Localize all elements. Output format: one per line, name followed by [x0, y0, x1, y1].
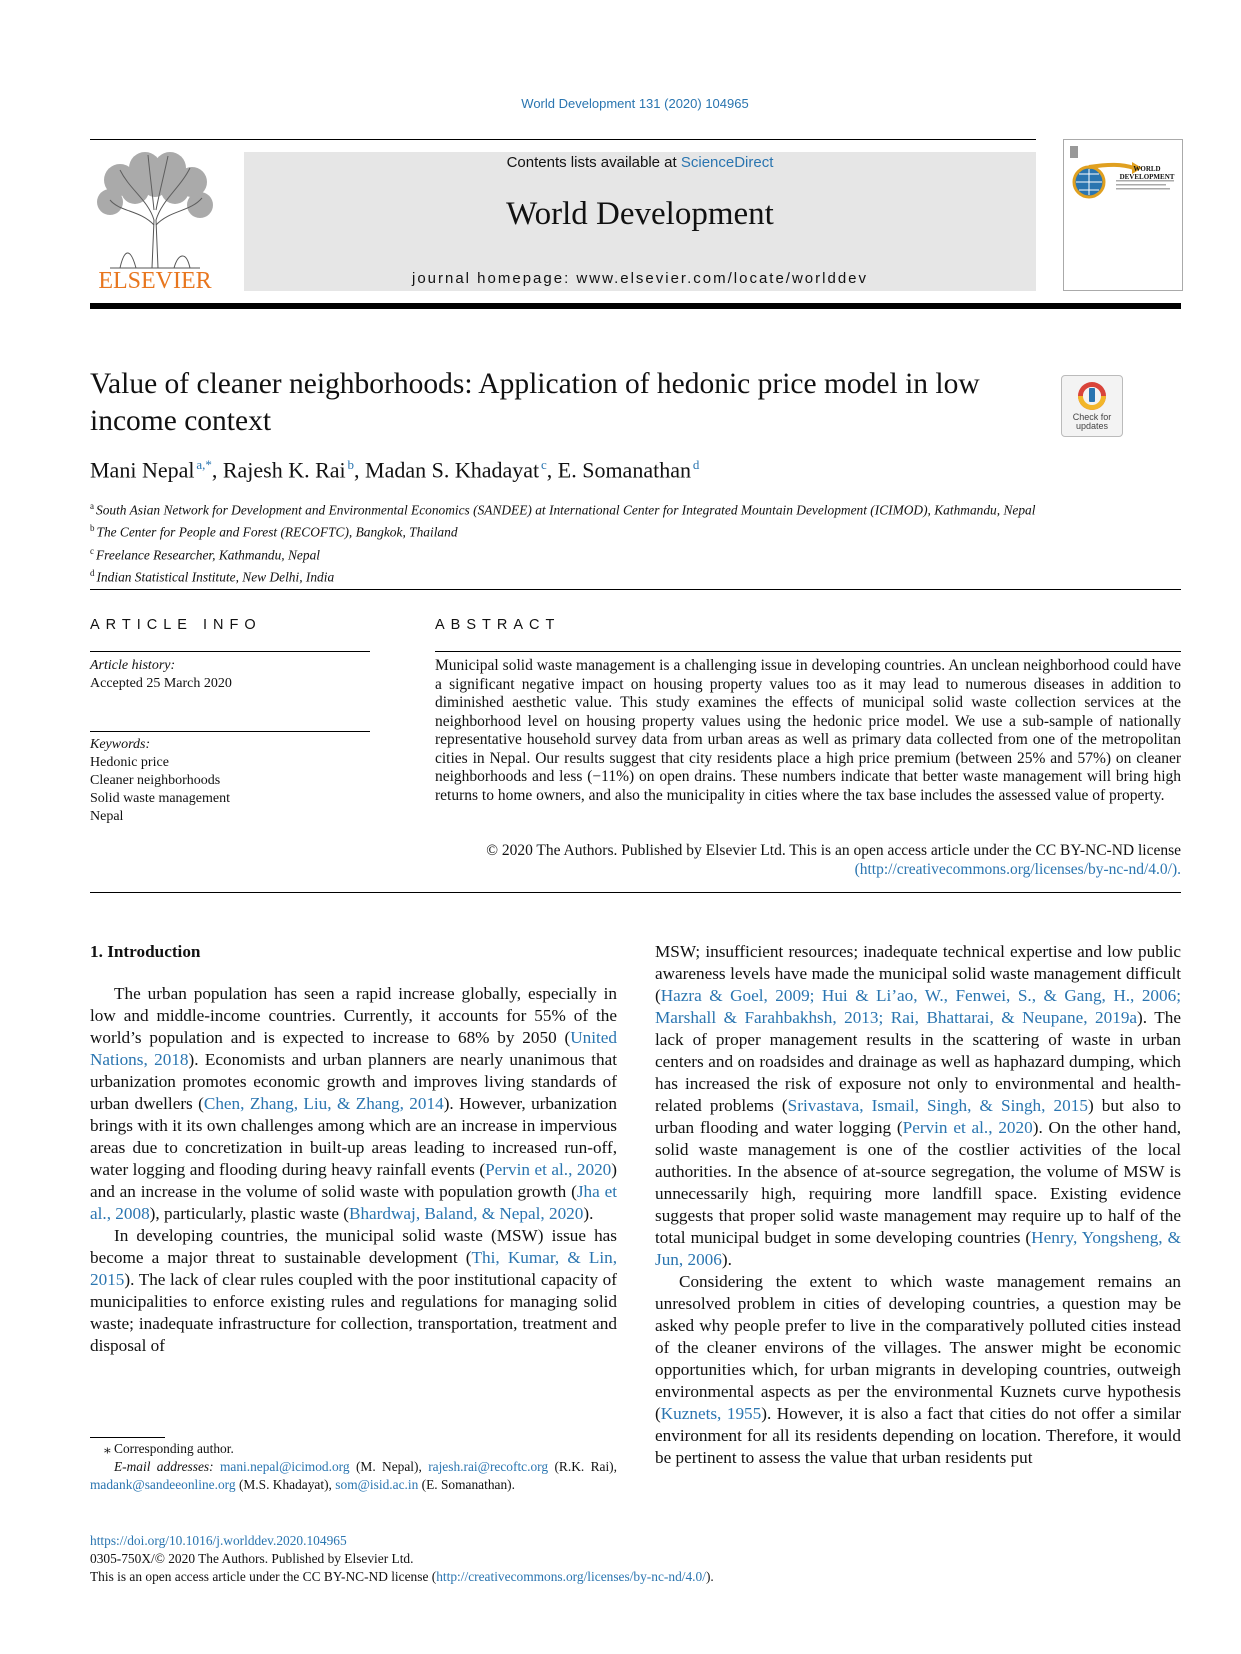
affiliation-item: $^c$ Freelance Researcher, Kathmandu, Nepal	[90, 545, 320, 563]
affiliation-item: $^d$ Indian Statistical Institute, New Delhi, India	[90, 568, 335, 585]
keyword-item: Solid waste management	[90, 791, 230, 806]
email-owner: (M. Nepal),	[355, 1459, 422, 1474]
paragraph-text: Considering the extent to which waste management remains an unresolved problem in cities of developing countries, a question may be asked why people prefer to live in the comparatively polluted cities instead of the cleaner environs of the villages. The answer might be economic opportunities which, for urban migrants in developing countries, outweigh environmental aspects as per the environmental Kuznets curve hypothesis (	[655, 1272, 1181, 1423]
footnote-rule	[90, 1437, 165, 1438]
citation-link[interactable]: Thi, Kumar, & Lin, 2015	[90, 1248, 617, 1289]
keyword-item: Cleaner neighborhoods	[90, 773, 221, 788]
history-value: Accepted 25 March 2020	[90, 676, 232, 691]
paragraph-text: ). On the other hand, solid waste management is one of the costlier activities of the local authorities. In the absence of at-source segregation, the volume of MSW is unnecessarily high, requiring more landfill space. Existing evidence suggests that proper solid waste management may require up to half of the total municipal budget in some developing countries (	[655, 1118, 1181, 1247]
affiliation-item: $^b$ The Center for People and Forest (RECOFTC), Bangkok, Thailand	[90, 523, 458, 540]
journal-reference-link[interactable]: World Development 131 (2020) 104965	[521, 96, 749, 111]
issn-line: 0305-750X/© 2020 The Authors. Published by Elsevier Ltd.	[90, 1551, 414, 1566]
abstract-text: Municipal solid waste management is a challenging issue in developing countries. An unclean neighborhood could have a significant negative impact on housing property values too as it may lead to numerous diseases in addition to diminished aesthetic value. This study examines the effects of municipal solid waste collection services at the neighborhood level on housing property values using the hedonic price model. We use a sub-sample of nationally representative household survey data from urban areas as well as primary data collected from one of the metropolitan cities in Nepal. Our results suggest that city residents place a high price premium (between 25% and 57%) on cleaner neighborhoods and less (−11%) on open drains. These numbers indicate that better waste management will bring high returns to home owners, and also the municipality in cities where the tax base includes the assessed value of property.	[435, 657, 1181, 804]
paragraph	[90, 983, 617, 1225]
check-for-updates-badge[interactable]	[1061, 375, 1123, 437]
article-info-rule	[90, 651, 370, 652]
citation-link[interactable]: Chen, Zhang, Liu, & Zhang, 2014	[203, 1094, 444, 1113]
paragraph-text: ). The lack of proper management results in the scattering of waste in urban centers and on roadsides and drainage as well as haphazard dumping, which has increased the risk of exposure not only to environmental and health-related problems (	[655, 1008, 1181, 1115]
email-owner: (M.S. Khadayat),	[238, 1477, 332, 1492]
abstract-bottom-rule	[90, 892, 1181, 893]
journal-homepage[interactable]: journal homepage: www.elsevier.com/locate/worlddev	[411, 270, 868, 287]
footer-license-link[interactable]: http://creativecommons.org/licenses/by-nc-nd/4.0/	[436, 1569, 706, 1584]
citation-link[interactable]: Kuznets, 1955	[660, 1404, 762, 1423]
paragraph	[655, 941, 1181, 1271]
citation-link[interactable]: Pervin et al., 2020	[485, 1160, 612, 1179]
title-block-rule	[90, 589, 1181, 590]
email-owner: (R.K. Rai),	[554, 1459, 617, 1474]
article-info-heading: ARTICLE INFO	[90, 617, 262, 633]
citation-link[interactable]: United Nations, 2018	[90, 1028, 617, 1069]
citation-link[interactable]: Pervin et al., 2020	[902, 1118, 1033, 1137]
author-name: Rajesh K. Rai	[222, 457, 346, 483]
paragraph-text: ). Economists and urban planners are nearly unanimous that urbanization promotes economic growth and improves living standards of urban dwellers (	[90, 1050, 618, 1113]
sciencedirect-link[interactable]: ScienceDirect	[680, 154, 774, 171]
body-column-left	[90, 941, 617, 1357]
keyword-item: Hedonic price	[90, 755, 169, 770]
email-link[interactable]: madank@sandeeonline.org	[90, 1477, 236, 1492]
keyword-item: Nepal	[90, 809, 124, 824]
paragraph	[655, 1271, 1181, 1469]
elsevier-wordmark: ELSEVIER	[98, 268, 212, 294]
citation-link[interactable]: Hazra & Goel, 2009; Hui & Li’ao, W., Fenwei, S., & Gang, H., 2006; Marshall & Farahbakhsh, 2013; Rai, Bhattarai, & Neupane, 2019a	[655, 986, 1181, 1027]
email-link[interactable]: mani.nepal@icimod.org	[219, 1459, 350, 1474]
header-thick-rule	[90, 303, 1181, 309]
author-affiliation-marker[interactable]: a,*	[196, 457, 212, 472]
page-footer	[90, 1532, 1181, 1586]
citation-link[interactable]: Srivastava, Ismail, Singh, & Singh, 2015	[787, 1096, 1088, 1115]
crossmark-icon	[1062, 376, 1122, 414]
author-name: Madan S. Khadayat	[365, 457, 540, 483]
author-name: E. Somanathan	[557, 457, 691, 483]
abstract-heading: ABSTRACT	[435, 617, 561, 633]
paragraph-text: The urban population has seen a rapid increase globally, especially in low and middle-income countries. Currently, it accounts for 55% of the world’s population and is expected to increase to 68% by 2050 (	[90, 984, 617, 1047]
doi-link[interactable]: https://doi.org/10.1016/j.worlddev.2020.104965	[90, 1533, 347, 1548]
license-line: This is an open access article under the CC BY-NC-ND license (http://creativecommons.org/licenses/by-nc-nd/4.0/).	[90, 1569, 714, 1584]
footnote	[90, 1440, 617, 1494]
abstract-copyright	[435, 842, 1181, 879]
author-name: Mani Nepal	[90, 457, 195, 483]
section-heading: 1. Introduction	[90, 942, 201, 961]
paragraph-text: MSW; insufficient resources; inadequate technical expertise and low public awareness levels have made the municipal solid waste management difficult (	[655, 942, 1181, 1005]
license-link[interactable]: (http://creativecommons.org/licenses/by-nc-nd/4.0/).	[854, 860, 1181, 878]
paragraph-text: ). The lack of clear rules coupled with the poor institutional capacity of municipalities to enforce existing rules and regulations for managing solid waste; inadequate infrastructure for collection, transportation, treatment and disposal of	[90, 1270, 617, 1355]
journal-title: World Development	[506, 196, 774, 232]
cover-title: WORLD DEVELOPMENT	[1119, 165, 1175, 181]
crossmark-label: Check for updates	[1072, 412, 1112, 431]
journal-cover-thumbnail[interactable]	[1063, 139, 1183, 291]
article-title: Value of cleaner neighborhoods: Application of hedonic price model in low income context	[90, 368, 980, 437]
email-label: E-mail addresses:	[114, 1459, 214, 1474]
citation-link[interactable]: Jha et al., 2008	[90, 1182, 617, 1223]
paragraph-text: ) and an increase in the volume of solid waste with population growth (	[90, 1160, 617, 1201]
corresponding-author-note: ⁎ Corresponding author.	[104, 1441, 234, 1456]
author-affiliation-marker[interactable]: c	[540, 457, 547, 472]
citation-link[interactable]: Bhardwaj, Baland, & Nepal, 2020	[349, 1204, 584, 1223]
author-list: Mani Nepal $^{a,*}$, Rajesh K. Rai $^b$, Madan S. Khadayat $^c$, E. Somanathan $^d$	[90, 457, 700, 483]
author-affiliation-marker[interactable]: b	[347, 457, 355, 472]
paragraph-text: ).	[583, 1204, 594, 1223]
abstract-rule	[435, 651, 1181, 652]
paragraph-text: ) but also to urban flooding and water logging (	[655, 1096, 1182, 1137]
header-rule	[90, 139, 1036, 140]
paragraph-text: ). However, it is also a fact that cities do not offer a similar environment for all its residents depending on location. Therefore, it would be pertinent to assess the value that urban residents put	[655, 1404, 1181, 1467]
paragraph-text: ).	[721, 1250, 732, 1269]
paragraph-text: In developing countries, the municipal solid waste (MSW) issue has become a major threat to sustainable development (	[90, 1226, 617, 1267]
keywords-rule	[90, 731, 370, 732]
body-column-right	[655, 941, 1181, 1469]
keywords-label: Keywords:	[90, 737, 151, 752]
email-owner: (E. Somanathan).	[421, 1477, 515, 1492]
email-link[interactable]: som@isid.ac.in	[335, 1477, 419, 1492]
email-addresses	[90, 1458, 617, 1494]
history-label: Article history:	[90, 658, 176, 673]
author-affiliation-marker[interactable]: d	[692, 457, 700, 472]
paragraph	[90, 1225, 617, 1357]
affiliations	[90, 497, 1181, 587]
affiliation-item: $^a$ South Asian Network for Development and Environmental Economics (SANDEE) at International Center for Integrated Mountain Development (ICIMOD), Kathmandu, Nepal	[90, 501, 1036, 518]
contents-prefix: Contents lists available at	[506, 154, 681, 171]
paragraph-text: ). However, urbanization brings with it its own challenges among which are an increase in impervious areas due to concretization in built-up areas leading to increased run-off, water logging and flooding during heavy rainfall events (	[90, 1094, 617, 1179]
paragraph-text: ), particularly, plastic waste (	[149, 1204, 349, 1223]
copyright-text: © 2020 The Authors. Published by Elsevier Ltd. This is an open access article under the CC BY-NC-ND license	[486, 842, 1181, 859]
keywords	[90, 736, 370, 826]
article-history	[90, 657, 370, 693]
email-link[interactable]: rajesh.rai@recoftc.org	[428, 1459, 549, 1474]
citation-link[interactable]: Henry, Yongsheng, & Jun, 2006	[655, 1228, 1182, 1269]
contents-line	[244, 154, 1036, 171]
